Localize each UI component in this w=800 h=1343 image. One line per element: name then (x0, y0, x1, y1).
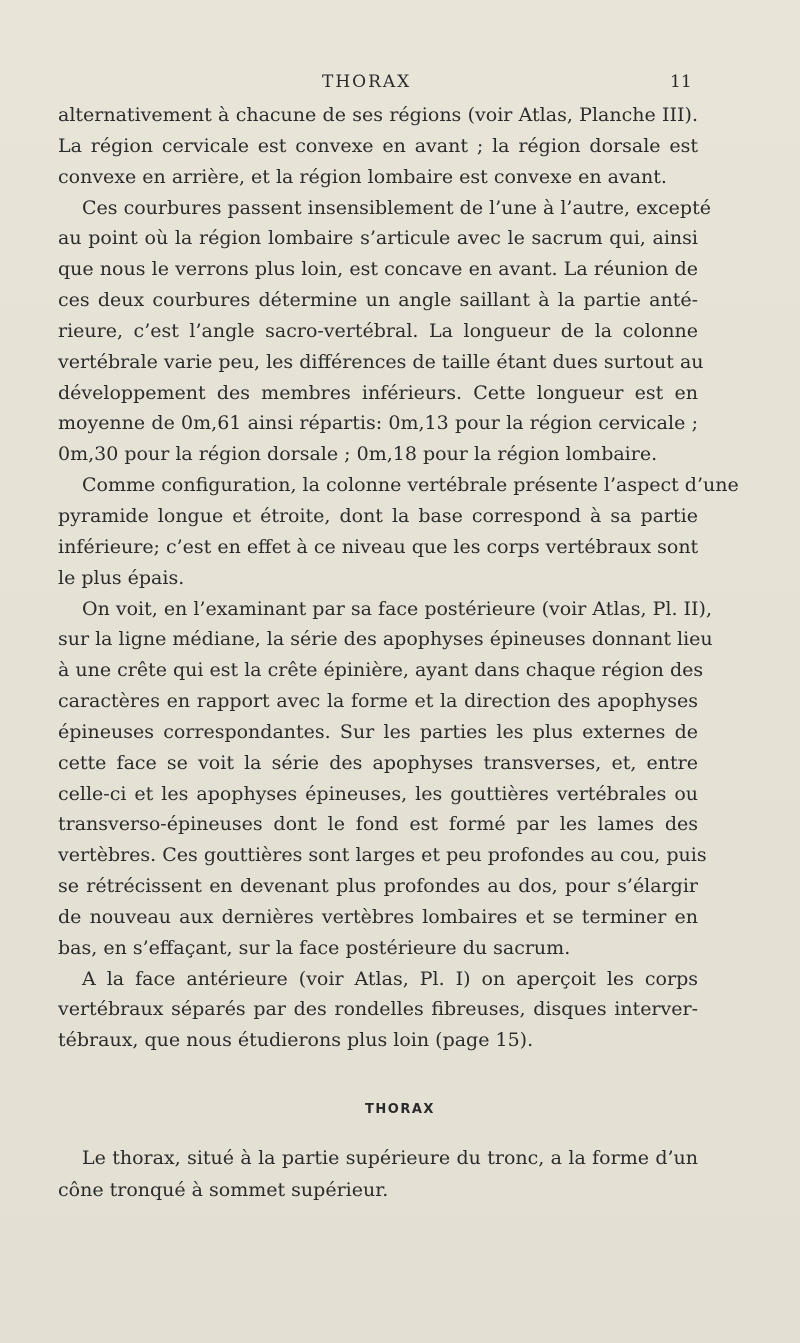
text-line: au point où la région lombaire s’articule avec le sacrum qui, ainsi (58, 227, 698, 250)
text-line: de nouveau aux dernières vertèbres lombaires et se terminer en (58, 905, 698, 928)
text-line: Le thorax, situé à la partie supérieure du tronc, a la forme d’un (82, 1147, 698, 1169)
text-line: A la face antérieure (voir Atlas, Pl. I) on aperçoit les corps (82, 967, 698, 990)
page-header (0, 72, 800, 98)
text-line: développement des membres inférieurs. Cette longueur est en (58, 381, 698, 404)
text-line: 0m,30 pour la région dorsale ; 0m,18 pour la région lombaire. (58, 443, 658, 466)
text-line: caractères en rapport avec la forme et la direction des apophyses (58, 690, 698, 713)
text-line: La région cervicale est convexe en avant ; la région dorsale est (58, 134, 698, 157)
text-line: sur la ligne médiane, la série des apophyses épineuses donnant lieu (58, 628, 713, 651)
running-title: THORAX (322, 72, 412, 92)
text-line: que nous le verrons plus loin, est concave en avant. La réunion de (58, 258, 698, 281)
section-text (58, 1142, 698, 1206)
text-line: On voit, en l’examinant par sa face postérieure (voir Atlas, Pl. II), (82, 597, 713, 620)
text-line: ces deux courbures détermine un angle saillant à la partie anté- (58, 289, 698, 312)
text-line: convexe en arrière, et la région lombaire est convexe en avant. (58, 165, 667, 188)
text-line: vertèbres. Ces gouttières sont larges et peu profondes au cou, puis (58, 844, 707, 867)
text-line: vertébrale varie peu, les différences de taille étant dues surtout au (58, 350, 704, 373)
text-line: le plus épais. (58, 566, 185, 589)
text-line: bas, en s’effaçant, sur la face postérieure du sacrum. (58, 936, 571, 959)
text-line: à une crête qui est la crête épinière, ayant dans chaque région des (58, 659, 704, 682)
text-line: pyramide longue et étroite, dont la base correspond à sa partie (58, 504, 698, 527)
text-line: alternativement à chacune de ses régions (voir Atlas, Planche III). (58, 104, 698, 126)
text-line: se rétrécissent en devenant plus profondes au dos, pour s’élargir (58, 875, 698, 898)
text-line: inférieure; c’est en effet à ce niveau que les corps vertébraux sont (58, 535, 699, 558)
text-line: transverso-épineuses dont le fond est formé par les lames des (58, 813, 698, 836)
body-text (58, 100, 739, 1056)
text-line: tébraux, que nous étudierons plus loin (page 15). (58, 1029, 534, 1052)
text-line: Comme configuration, la colonne vertébrale présente l’aspect d’une (82, 474, 739, 497)
text-line: celle-ci et les apophyses épineuses, les gouttières vertébrales ou (58, 782, 698, 805)
text-line: moyenne de 0m,61 ainsi répartis: 0m,13 pour la région cervicale ; (58, 412, 698, 435)
text-line: vertébraux séparés par des rondelles fibreuses, disques interver- (58, 998, 698, 1021)
text-line: Ces courbures passent insensiblement de l’une à l’autre, excepté (82, 196, 711, 219)
page-number: 11 (670, 72, 692, 92)
section-heading: THORAX (365, 1102, 435, 1117)
text-line: épineuses correspondantes. Sur les parties les plus externes de (58, 720, 698, 743)
text-line: cône tronqué à sommet supérieur. (58, 1179, 389, 1201)
text-line: cette face se voit la série des apophyses transverses, et, entre (58, 751, 698, 774)
text-line: rieure, c’est l’angle sacro-vertébral. La longueur de la colonne (58, 319, 698, 342)
